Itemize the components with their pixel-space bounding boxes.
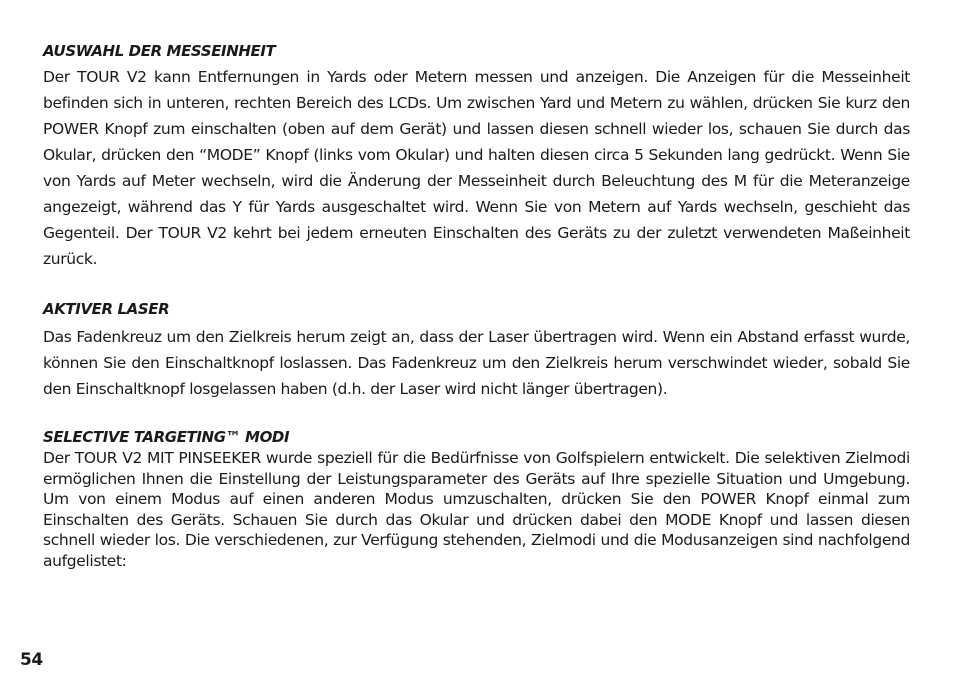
- section-body-selective-targeting: Der TOUR V2 MIT PINSEEKER wurde speziell für die Bedürfnisse von Golfspielern entwickelt. Die selektiven Zielmodi ermöglichen Ihnen die Einstellung der Leistungsparameter des Geräts auf Ihre spezielle Situation und Umgebung. Um von einem Modus auf einen anderen Modus umzuschalten, drücken Sie den POWER Knopf einmal zum Einschalten des Geräts. Schauen Sie durch das Okular und drücken dabei den MODE Knopf und lassen diesen schnell wieder los. Die verschiedenen, zur Verfügung stehenden, Zielmodi und die Modusanzeigen sind nachfolgend aufgelistet:: [43, 449, 910, 570]
- page-number: 54: [20, 650, 43, 670]
- section-heading-selective-targeting: SELECTIVE TARGETING™ MODI: [43, 428, 290, 446]
- section-body-units: Der TOUR V2 kann Entfernungen in Yards oder Metern messen und anzeigen. Die Anzeigen für die Messeinheit befinden sich in unteren, rechten Bereich des LCDs. Um zwischen Yard und Metern zu wählen, drücken Sie kurz den POWER Knopf zum einschalten (oben auf dem Gerät) und lassen diesen schnell wieder los, schauen Sie durch das Okular, drücken den “MODE” Knopf (links vom Okular) und halten diesen circa 5 Sekunden lang gedrückt. Wenn Sie von Yards auf Meter wechseln, wird die Änderung der Messeinheit durch Beleuchtung des M für die Meteranzeige angezeigt, während das Y für Yards ausgeschaltet wird. Wenn Sie von Metern auf Yards wechseln, geschieht das Gegenteil. Der TOUR V2 kehrt bei jedem erneuten Einschalten des Geräts zu der zuletzt verwendeten Maßeinheit zurück.: [43, 68, 910, 268]
- section-heading-units: AUSWAHL DER MESSEINHEIT: [43, 42, 276, 60]
- section-body-laser: Das Fadenkreuz um den Zielkreis herum zeigt an, dass der Laser übertragen wird. Wenn ein Abstand erfasst wurde, können Sie den Einschaltknopf loslassen. Das Fadenkreuz um den Zielkreis herum verschwindet wieder, sobald Sie den Einschaltknopf losgelassen haben (d.h. der Laser wird nicht länger übertragen).: [43, 328, 910, 398]
- section-heading-laser: AKTIVER LASER: [43, 300, 170, 318]
- document-page: [43, 40, 910, 572]
